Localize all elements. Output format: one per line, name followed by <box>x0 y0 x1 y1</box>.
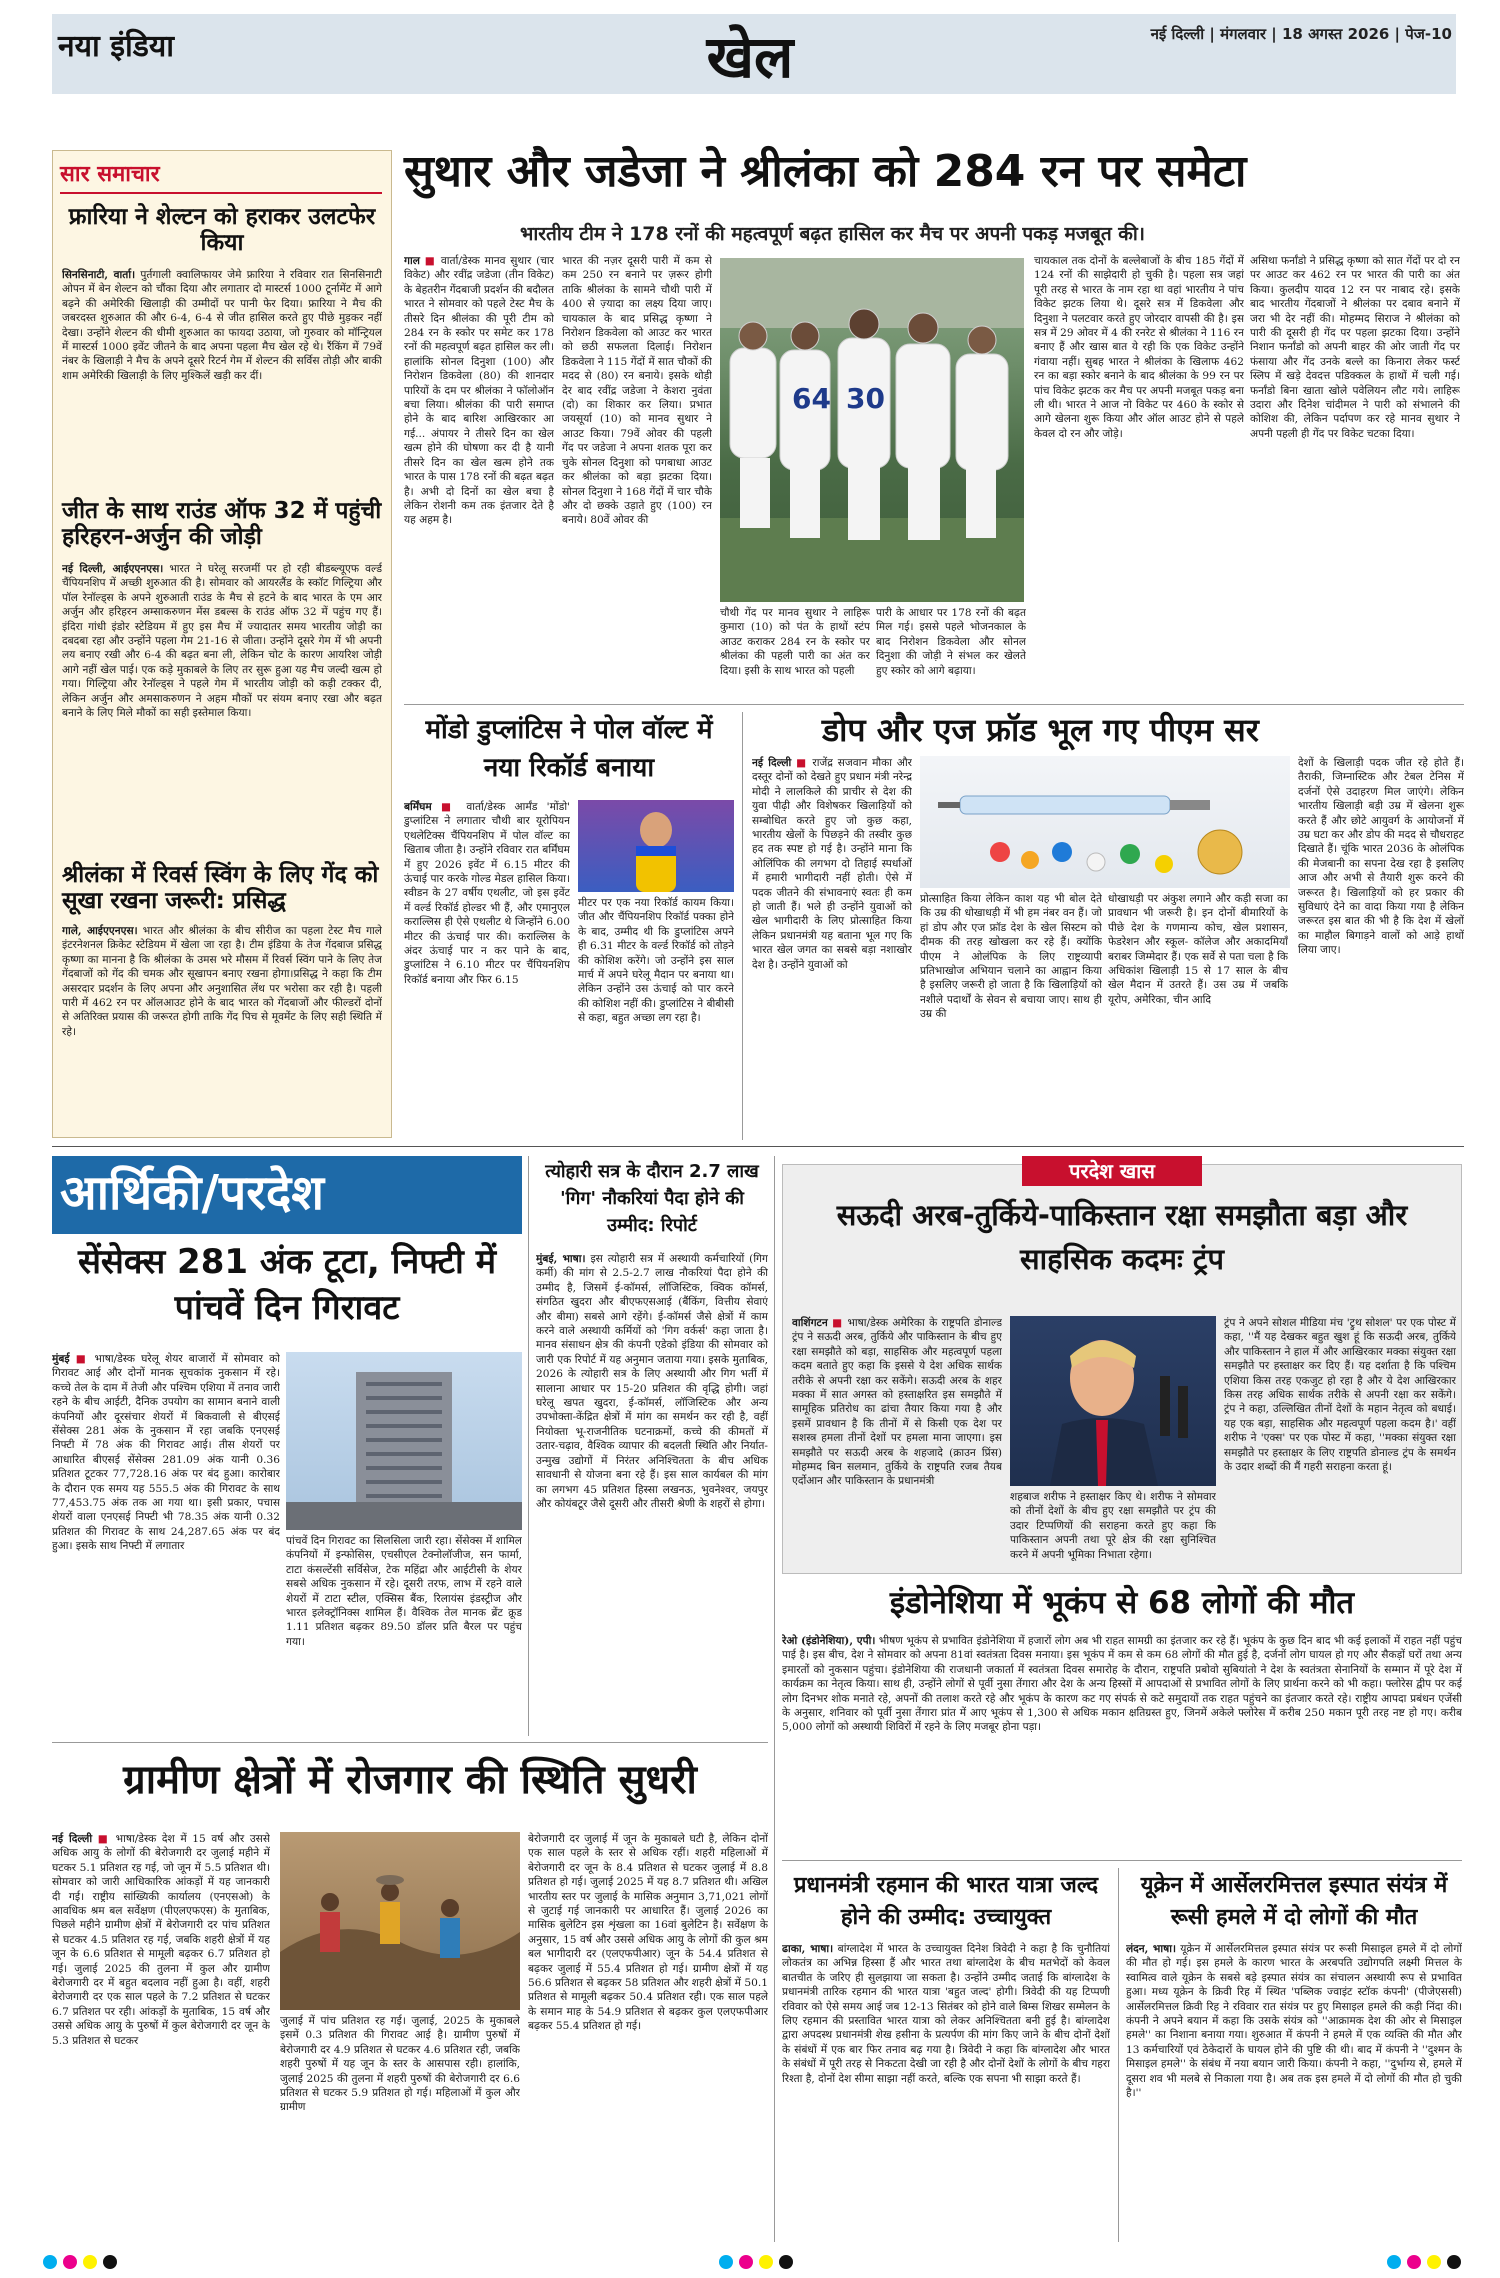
rural-col-2: जुलाई में पांच प्रतिशत रह गई। जुलाई, 2025 के मुकाबले इसमें 0.3 प्रतिशत की गिरावट आई है। ग्रामीण पुरुषों में बेरोजगारी दर 4.9 प्रतिशत से घटकर 4.6 प्रतिशत रही, जबकि शहरी पुरुषों में यह जून के स्तर के आसपास रही। हालांकि, जुलाई 2025 की तुलना में शहरी पुरुषों की बेरोजगारी दर 6.6 प्रतिशत से घटकर 5.9 प्रतिशत हो गई। महिलाओं में कुल और ग्रामीण <box>280 2015 520 2114</box>
section-title: खेल <box>706 23 794 91</box>
yellow-dot <box>759 2255 773 2269</box>
cyan-dot <box>43 2255 57 2269</box>
black-dot <box>779 2255 793 2269</box>
polevault-photo <box>578 800 734 892</box>
divider-ukraine <box>1118 1868 1119 2242</box>
registration-marks-center <box>716 2254 796 2273</box>
divider-gig <box>528 1156 529 1736</box>
gig-body: मुंबई, भाषा। इस त्योहारी सत्र में अस्थायी कर्मचारियों (गिग कर्मी) की मांग से 2.5-2.7 लाख नौकरियां पैदा होने की उम्मीद है, जिसमें ई-कॉमर्स, लॉजिस्टिक, क्विक कॉमर्स, संगठित खुदरा और बीएफएसआई (बैंकिंग, वित्तीय सेवाएं और बीमा) सबसे आगे रहेंगे। ई-कॉमर्स जैसे क्षेत्रों में काम करने वाले अस्थायी कर्मियों को 'गिग वर्कर्स' कहा जाता है। मानव संसाधन क्षेत्र की कंपनी एडेको इंडिया की सोमवार को जारी एक रिपोर्ट में यह अनुमान जताया गया। इसके मुताबिक, 2026 के त्योहारी सत्र के लिए अस्थायी और गिग भर्ती में सालाना आधार पर 15-20 प्रतिशत की वृद्धि होगी। जहां घरेलू खपत खुदरा, ई-कॉमर्स, लॉजिस्टिक और अन्य उपभोक्ता-केंद्रित क्षेत्रों में मांग का समर्थन कर रही है, वहीं नियोक्ता भू-राजनीतिक घटनाक्रमों, कच्चे की कीमतों में उतार-चढ़ाव, वैश्विक व्यापार की बदलती स्थिति और निर्यात-उन्मुख उद्योगों में निरंतर अनिश्चितता के बीच अधिक सावधानी से योजना बना रहे हैं। इस साल कार्यबल की मांग का लगभग 45 प्रतिशत हिस्सा लखनऊ, भुवनेश्वर, जयपुर और कोयंबटूर जैसे दूसरी और तीसरी श्रेणी के शहरों से होगा। <box>536 1253 768 1510</box>
magenta-dot <box>739 2255 753 2269</box>
lead-bottom-rule <box>404 704 1464 705</box>
divider-polevault <box>742 712 743 1140</box>
indonesia-headline: इंडोनेशिया में भूकंप से 68 लोगों की मौत <box>889 1585 1355 1621</box>
polevault-headline: मोंडो डुप्लांटिस ने पोल वॉल्ट में नया रिकॉर्ड बनाया <box>425 715 713 783</box>
dope-col-3: धोखाधड़ी पर अंकुश लगाने और कड़ी सजा का प्रावधान भी जरूरी है। इन दोनों बीमारियों के पीछे देश के गणमान्य कोच, खेल प्रशासन, फेडरेशन और स्कूल- कॉलेज और अकादमियाँ बराबर जिम्मेदार हैं। एक सर्वे से पता चला है कि अधिकांश खिलाड़ी 15 से 17 साल के बीच खेल मैदान में उतरते हैं। उस उम्र में जबकि यूरोप, अमेरिका, चीन आदि <box>1108 893 1288 1006</box>
lead-deck: भारतीय टीम ने 178 रनों की महत्वपूर्ण बढ़त हासिल कर मैच पर अपनी पकड़ मजबूत की। <box>520 223 1145 245</box>
sidebar-body-1: सिनसिनाटी, वार्ता। पुर्तगाली क्वालिफायर जेमे फ्रारिया ने रविवार रात सिनसिनाटी ओपन में बेन शेल्टन को चौंका दिया और लगातार दो मास्टर्स 1000 टूर्नामेंट में आगे बढ़ने की अमेरिकी खिलाड़ी की उम्मीदों पर पानी फेर दिया। फ्रारिया ने मैच की जबरदस्त शुरुआत की और 6-4, 6-4 से जीत हासिल करते हुए पीछे मुड़कर नहीं देखा। उन्होंने शेल्टन की धीमी शुरुआत का फायदा उठाया, जो गुरुवार को मॉन्ट्रियल में मास्टर्स 1000 इवेंट जीतने के बाद अपना पहला मैच खेल रहे थे। रैंकिंग में 79वें नंबर के खिलाड़ी ने मैच के अपने दूसरे रिटर्न गेम में शेल्टन की सर्विस तोड़ी और बाकी शाम अमेरिकी खिलाड़ी के लिए मुश्किलें खड़ी कर दीं। <box>62 269 382 382</box>
indonesia-bottom-rule <box>782 1860 1462 1861</box>
rahman-body: ढाका, भाषा। बांग्लादेश में भारत के उच्चायुक्त दिनेश त्रिवेदी ने कहा है कि चुनौतियां लोकतंत्र का अभिन्न हिस्सा हैं और भारत तथा बांग्लादेश के बीच मतभेदों को केवल बातचीत के जरिए ही सुलझाया जा सकता है। उन्होंने उम्मीद जताई कि बांग्लादेश के प्रधानमंत्री तारिक रहमान की भारत यात्रा 'बहुत जल्द' होगी। त्रिवेदी की यह टिप्पणी रविवार को ऐसे समय आई जब 12-13 सितंबर को होने वाले बिम्स शिखर सम्मेलन के लिए रहमान की प्रस्तावित भारत यात्रा को लेकर अनिश्चितता बनी हुई है। बांग्लादेश द्वारा अपदस्थ प्रधानमंत्री शेख हसीना के प्रत्यर्पण की मांग किए जाने के बीच दोनों देशों के संबंधों में एक बार फिर तनाव बढ़ गया है। त्रिवेदी ने कहा कि बांग्लादेश और भारत के संबंधों में पूरी तरह से निकटता देखी जा रही है और दोनों देशों के लोगों के बीच गहरा रिश्ता है, दोनों देश सीमा साझा नहीं करते, बल्कि एक सपना भी साझा करते हैं। <box>782 1943 1110 2085</box>
sidebar-headline-2: जीत के साथ राउंड ऑफ 32 में पहुंची हरिहरन-अर्जुन की जोड़ी <box>62 498 382 551</box>
magenta-dot <box>63 2255 77 2269</box>
lead-photo-caption: चौथी गेंद पर मानव सुथार ने लाहिरू कुमारा (10) को पंत के हाथों स्टंप आउट कराकर 284 रन के स्कोर पर श्रीलंका की पहली पारी का अंत कर दिया। इसी के साथ भारत को पहली <box>720 607 870 677</box>
sidebar-label: सार समाचार <box>60 162 160 187</box>
sidebar-headline-1: फ्रारिया ने शेल्टन को हराकर उलटफेर किया <box>68 204 376 257</box>
cricket-players-illustration <box>720 258 1024 602</box>
polevault-col-2: मीटर पर एक नया रिकॉर्ड कायम किया। जीत और चैंपियनशिप रिकॉर्ड पक्का होने के बाद, उम्मीद थी कि डुप्लांटिस अपने ही 6.31 मीटर के वर्ल्ड रिकॉर्ड को तोड़ने की कोशिश करेंगे। जो उन्होंने इस साल मार्च में अपने घरेलू मैदान पर बनाया था। लेकिन उन्होंने उस ऊंचाई को पार करने की कोशिश नहीं की। डुप्लांटिस ने बीबीसी से कहा, बहुत अच्छा लग रहा है। <box>578 897 734 1025</box>
economy-banner-text: आर्थिकी/परदेश <box>60 1165 325 1221</box>
sidebar-body-2: नई दिल्ली, आईएएनएस। भारत ने घरेलू सरजमीं पर हो रही बीडब्ल्यूएफ वर्ल्ड चैंपियनशिप में अच्छी शुरुआत की है। सोमवार को आयरलैंड के स्कॉट गिल्ट्रिया और पॉल रेनॉल्ड्स के अपने शुरुआती राउंड के मैच से हटने के बाद भारत के एम आर अर्जुन और हरिहरन अम्साकरुणन मेंस डबल्स के राउंड ऑफ 32 में पहुंच गए हैं। इंदिरा गांधी इंडोर स्टेडियम में हुए इस मैच में ज्यादातर समय भारतीय जोड़ी का दबदबा रहा और उन्होंने पहला गेम 21-16 से जीता। उन्होंने दूसरे गेम में भी अपनी लय बनाए रखी और 6-4 की बढ़त बना ली, लेकिन चोट के कारण आयरिश जोड़ी आगे नहीं खेल पाई। एक कड़े मुकाबले के लिए तर सुरू हुआ यह मैच जल्दी खत्म हो गया। गिल्ट्रिया और रेनॉल्ड्स ने पहले गेम में भारतीय जोड़ी को कड़ी टक्कर दी, लेकिन अर्जुन और अमसाकरुणन ने अहम मौकों पर संयम बनाए रखा और बढ़त बनाने के लिए मिले मौकों का सही इस्तेमाल किया। <box>62 563 382 720</box>
trump-photo <box>1010 1316 1216 1486</box>
dope-col-1: नई दिल्ली ■ राजेंद्र सजवान मौका और दस्तूर दोनों को देखते हुए प्रधान मंत्री नरेन्द्र मोदी ने लालकिले की प्राचीर से देश की युवा पीढ़ी और विशेषकर खिलाड़ियों को सम्बोधित करते हुए जो कुछ कहा, भारतीय खेलों के पिछड़ने की तस्वीर कुछ हद तक स्पष्ट हो गई है। उन्होंने माना कि ओलिंपिक की लगभग दो तिहाई स्पर्धाओं में हमारी भागीदारी नहीं होती। ऐसे में पदक जीतने की संभावनाएं स्वतः ही कम हो जाती हैं। भले ही उन्होंने युवाओं को खेल भागीदारी के लिए प्रोत्साहित किया लेकिन प्रधानमंत्री यह बताना भूल गए कि भारत खेल जगत का सबसे बड़ा नशाखोर देश है। उन्होंने युवाओं को <box>752 757 912 971</box>
sensex-col-1: मुंबई ■ भाषा/डेस्क घरेलू शेयर बाजारों में सोमवार को गिरावट आई और दोनों मानक सूचकांक नुकसान में रहे। कच्चे तेल के दाम में तेजी और पश्चिम एशिया में तनाव जारी रहने के बीच आईटी, दैनिक उपयोग का सामान बनाने वाली कंपनियों और दूरसंचार शेयरों में बिकवाली से बीएसई सेंसेक्स 281 अंक के नुकसान में रहा जबकि एनएसई निफ्टी में 78 अंक की गिरावट आई। तीस शेयरों पर आधारित बीएसई सेंसेक्स 281.09 अंक यानी 0.36 प्रतिशत टूटकर 77,728.16 अंक पर बंद हुआ। कारोबार के दौरान एक समय यह 555.5 अंक की गिरावट के साथ 77,453.75 अंक तक आ गया था। इसी प्रकार, पचास शेयरों वाला एनएसई निफ्टी भी 78.35 अंक यानी 0.32 प्रतिशत की गिरावट के साथ 24,287.65 अंक पर बंद हुआ। इसके साथ निफ्टी में लगातार <box>52 1353 280 1553</box>
sensex-headline: सेंसेक्स 281 अंक टूटा, निफ्टी में पांचवें दिन गिरावट <box>77 1242 497 1328</box>
registration-marks-left <box>40 2254 120 2273</box>
sidebar-body-3: गाले, आईएएनएस। भारत और श्रीलंका के बीच सीरीज का पहला टेस्ट मैच गाले इंटरनेशनल क्रिकेट स्टेडियम में खेला जा रहा है। टीम इंडिया के तेज गेंदबाज प्रसिद्ध कृष्णा का मानना है कि श्रीलंका के उमस भरे मौसम में रिवर्स स्विंग पाने के लिए तेज गेंदबाजों को गेंद की चमक और सूखापन बनाए रखना होगा।प्रसिद्ध ने कहा कि टीम असरदार प्रदर्शन के लिए अपना और अनुशासित लेंथ पर भरोसा कर रही है। पहली पारी में 462 रन पर ऑलआउट होने के बाद भारत को गेंदबाजों और फील्डरों दोनों से अतिरिक्त प्रयास की जरूरत होगी ताकि गेंद पिच से मूवमेंट के लिए सही स्थिति में रहे। <box>62 925 382 1038</box>
cyan-dot <box>719 2255 733 2269</box>
svg-text:64: 64 <box>792 382 831 415</box>
black-dot <box>1447 2255 1461 2269</box>
pardesh-col-1: वाशिंगटन ■ भाषा/डेस्क अमेरिका के राष्ट्रपति डोनाल्ड ट्रंप ने सऊदी अरब, तुर्किये और पाकिस्तान के बीच हुए रक्षा समझौते को बड़ा, साहसिक और महत्वपूर्ण पहला कदम बताते हुए कहा कि इससे ये देश अधिक सार्थक तरीके से अपनी रक्षा कर सकेंगे। सऊदी अरब के शहर मक्का में सात अगस्त को हस्ताक्षरित इस समझौते में सामूहिक प्रतिरोध का ढांचा तैयार किया गया है और इसमें प्रावधान है कि तीनों में से किसी एक देश पर सशस्त्र हमला तीनों देशों पर हमला माना जाएगा। इस समझौते पर सऊदी अरब के शहजादे (क्राउन प्रिंस) मोहम्मद बिन सलमान, तुर्किये के राष्ट्रपति रजब तैयब एर्दोआन और पाकिस्तान के प्रधानमंत्री <box>792 1317 1002 1488</box>
athlete-illustration <box>578 800 734 892</box>
lead-col-6: असिथा फर्नांडो ने प्रसिद्ध कृष्णा को सात गेंदों पर दो रन पर आउट कर 462 रन पर भारत की पारी का अंत किया। कुलदीप यादव 12 रन पर नाबाद रहे। इसके बाद भारतीय गेंदबाजों ने श्रीलंका पर दबाव बनाने में जरा भी देर नहीं की। मोहम्मद सिराज ने श्रीलंका को पारी की दूसरी ही गेंद पर पहला झटका दिया। उन्होंने निशान फर्नांडो को अपनी बाहर की ओर जाती गेंद पर फंसाया और गेंद उनके बल्ले का किनारा लेकर फर्स्ट स्लिप में खड़े देवदत्त पडिक्कल के हाथों में चली गई। फर्नांडो बिना खाता खोले पवेलियन लौट गये। लाहिरू उदारा और दिनेश चांदीमल ने पारी को संभालने की कोशिश की, लेकिन पर्दापण कर रहे मानव सुथार ने अपनी पहली ही गेंद पर विकेट चटका दिया। <box>1250 255 1460 440</box>
workers-photo <box>280 1832 520 2010</box>
lead-col-5: चायकाल तक दोनों के बल्लेबाजों के बीच 185 गेंदों में 124 रनों की साझेदारी हो चुकी है। पहला सत्र जहां पूरी तरह से भारत के नाम रहा था वहां भारतीय ने पांच विकेट झटक लिया थे। दूसरे सत्र में डिकवेला और दिनुशा ने पलटवार करते हुए जोरदार वापसी की है। इस सत्र में 29 ओवर में 4 की रनरेट से श्रीलंका ने 116 रन बनाए हैं और खास बात ये रही कि एक विकेट उन्होंने गंवाया नहीं। सुबह भारत ने श्रीलंका के खिलाफ 462 रन का बड़ा स्कोर बनाने के बाद श्रीलंका के 99 रन पर पांच विकेट झटक कर मैच पर अपनी मजबूत पकड़ बना ली थी। भारत ने आज नो विकेट पर 460 के स्कोर से आगे खेलना शुरू किया और ऑल आउट होने से पहले केवल दो रन और जोड़े। <box>1034 255 1244 440</box>
ukraine-body: लंदन, भाषा। यूक्रेन में आर्सेलरमित्तल इस्पात संयंत्र पर रूसी मिसाइल हमले में दो लोगों की मौत हो गई। इस हमले के कारण भारत के अरबपति उद्योगपति लक्ष्मी मित्तल के स्वामित्व वाले यूक्रेन के सबसे बड़े इस्पात संयंत्र का संचालन अस्थायी रूप से प्रभावित हुआ। मध्य यूक्रेन के क्रिवी रिह में स्थित 'पब्लिक ज्वाइंट स्टॉक कंपनी' (पीजेएससी) आर्सेलरमित्तल क्रिवी रिह ने रविवार रात संयंत्र पर हुए मिसाइल हमले की कड़ी निंदा की। कंपनी ने अपने बयान में कहा कि उसके संयंत्र को ''आक्रामक देश की ओर से मिसाइल हमले'' का निशाना बनाया गया। शुरुआत में कंपनी ने हमले में एक व्यक्ति की मौत और 13 कर्मचारियों एवं ठेकेदारों के घायल होने की पुष्टि की थी। बाद में कंपनी ने ''दुश्मन के मिसाइल हमले'' के संबंध में नया बयान जारी किया। कंपनी ने कहा, ''दुर्भाग्य से, हमले में दूसरा शव भी मलबे से निकाला गया है। अब तक इस हमले में दो लोगों की मौत हो चुकी है।'' <box>1126 1943 1462 2100</box>
sensex-col-2: पांचवें दिन गिरावट का सिलसिला जारी रहा। सेंसेक्स में शामिल कंपनियों में इन्फोसिस, एचसीएल टेक्नोलॉजीज, सन फार्मा, टाटा कंसल्टेंसी सर्विसेज, टेक महिंद्रा और आईटीसी के शेयर सबसे अधिक नुकसान में रहे। दूसरी तरफ, लाभ में रहने वाले शेयरों में टाटा स्टील, एक्सिस बैंक, रिलायंस इंडस्ट्रीज और भारत इलेक्ट्रॉनिक्स शामिल हैं। वैश्विक तेल मानक ब्रेंट क्रूड 1.11 प्रतिशत बढ़कर 89.50 डॉलर प्रति बैरल पर पहुंच गया। <box>286 1535 522 1648</box>
yellow-dot <box>1427 2255 1441 2269</box>
dope-headline: डोप और एज फ्रॉड भूल गए पीएम सर <box>822 711 1259 749</box>
rural-col-3: बेरोजगारी दर जुलाई में जून के मुकाबले घटी है, लेकिन दोनों एक साल पहले के स्तर से अधिक रहीं। शहरी महिलाओं में बेरोजगारी दर जून के 8.4 प्रतिशत से घटकर जुलाई में 8.8 प्रतिशत हो गई। जुलाई 2025 में यह 8.7 प्रतिशत थी। अखिल भारतीय स्तर पर जुलाई के मासिक अनुमान 3,71,021 लोगों से जुटाई गई जानकारी पर आधारित हैं। जुलाई 2026 का मासिक बुलेटिन इस शृंखला का 16वां बुलेटिन है। सर्वेक्षण के अनुसार, 15 वर्ष और उससे अधिक आयु के लोगों की कुल श्रम बल भागीदारी दर (एलएफपीआर) जून के 54.4 प्रतिशत से बढ़कर जुलाई में 55.4 प्रतिशत हो गई। ग्रामीण क्षेत्रों में यह 56.6 प्रतिशत से बढ़कर 58 प्रतिशत और शहरी क्षेत्रों में 50.1 प्रतिशत से मामूली बढ़कर 50.4 प्रतिशत रही। एक साल पहले के समान माह के 54.9 प्रतिशत से बढ़कर कुल एलएफपीआर बढ़कर 55.4 प्रतिशत हो गई। <box>528 1833 768 2033</box>
indonesia-body: रेओ (इंडोनेशिया), एपी। भीषण भूकंप से प्रभावित इंडोनेशिया में हजारों लोग अब भी राहत सामग्री का इंतजार कर रहे हैं। भूकंप के कुछ दिन बाद भी कई इलाकों में राहत नहीं पहुंच पाई है। इस बीच, देश ने सोमवार को अपना 81वां स्वतंत्रता दिवस मनाया। इस भूकंप में कम से कम 68 लोगों की मौत हुई है, दर्जनों लोग घायल हो गए और सैकड़ों घरों तथा अन्य इमारतों को नुकसान पहुंचा। इंडोनेशिया की राजधानी जकार्ता में स्वतंत्रता दिवस समारोह के दौरान, राष्ट्रपति प्रबोवो सुबियांतो ने देश के स्वतंत्रता सेनानियों के सम्मान में पूरे देश में कार्यक्रम का नेतृत्व किया। साथ ही, उन्होंने लोगों से पूर्वी नुसा तेंगारा और देश के अन्य हिस्सों में आपदाओं से प्रभावित लोगों के लिए प्रार्थना करने को भी कहा। फ्लोरेस द्वीप पर कई लोग दिनभर शोक मनाते रहे, अपनों की तलाश करते रहे और भूकंप के कारण कट गए संपर्क से कटे समुदायों तक राहत पहुंचने का इंतजार करते रहे। राष्ट्रीय आपदा प्रबंधन एजेंसी के अनुसार, शनिवार को पूर्वी नुसा तेंगारा प्रांत में आए भूकंप से 1,300 से अधिक मकान क्षतिग्रस्त हुए, जिनमें अकेले फ्लोरेस में करीब 250 मकान पूरी तरह नष्ट हो गए। करीब 5,000 लोगों को अस्थायी शिविरों में रहने के लिए मजबूर होना पड़ा। <box>782 1635 1462 1734</box>
rural-top-rule <box>52 1742 768 1743</box>
pills-photo <box>920 756 1290 888</box>
pardesh-col-3: ट्रंप ने अपने सोशल मीडिया मंच 'ट्रुथ सोशल' पर एक पोस्ट में कहा, ''मैं यह देखकर बहुत खुश हूं कि सऊदी अरब, तुर्किये और पाकिस्तान ने हाल में और आखिरकार मक्का संयुक्त रक्षा समझौते पर हस्ताक्षर कर दिए हैं। यह दर्शाता है कि पश्चिम एशिया किस तरह एकजुट हो रहा है और ये देश आखिरकार किस तरह अधिक सार्थक तरीके से अपनी रक्षा कर सकेंगे। ट्रंप ने कहा, उल्लिखित तीनों देशों के महान नेतृत्व को बधाई। यह एक बड़ा, साहसिक और महत्वपूर्ण पहला कदम है।' वहीं शरीफ ने 'एक्स' पर एक पोस्ट में कहा, ''मक्का संयुक्त रक्षा समझौते पर हस्ताक्षर के लिए राष्ट्रपति डोनाल्ड ट्रंप के समर्थन के उदार शब्दों की मैं गहरी सराहना करता हूं। <box>1224 1317 1456 1474</box>
dope-col-2: प्रोत्साहित किया लेकिन काश यह भी बोल देते कि उम्र की धोखाधड़ी में भी हम नंबर वन हैं। जो हां डोप और एज फ्रॉड देश के खेल सिस्टम को दीमक की तरह खोखला कर रहे हैं। क्योंकि पीएम ने ओलंपिक के लिए राष्ट्रव्यापी प्रतिभाखोज अभियान चलाने का आह्वान किया है इसलिए जरूरी हो जाता है कि खिलाड़ियों को नशीले पदार्थों के सेवन से बचाया जाए। साथ ही उम्र की <box>920 893 1102 1021</box>
lead-col-2: भारत की नज़र दूसरी पारी में कम से कम 250 रन बनाने पर ज़रूर होगी ताकि श्रीलंका के सामने चौथी पारी में 400 से ज़्यादा का लक्ष्य दिया जाए। चायकाल के बाद प्रसिद्ध कृष्णा ने निरोशन डिकवेला को आउट कर भारत को छठी सफलता दिलाई। निरोशन डिकवेला ने 115 गेंदों में सात चौकों की मदद से (80) रन बनाये। इसके थोड़ी देर बाद रवींद्र जडेजा ने केशरा नुवंता (दो) का शिकार कर लिया। प्रभात जयसूर्या (10) को मानव सुथार ने आउट किया। 79वें ओवर की पहली गेंद पर जडेजा ने अपना शतक पूरा कर चुके सोनल दिनुशा को पगबाधा आउट कर श्रीलंका को बड़ा झटका दिया। सोनल दिनुशा ने 168 गेंदों में चार चौके और दो छक्के उड़ाते हुए (100) रन बनाये। 80वें ओवर की <box>562 255 712 527</box>
lead-headline: सुथार और जडेजा ने श्रीलंका को 284 रन पर समेटा <box>404 146 1247 197</box>
magenta-dot <box>1407 2255 1421 2269</box>
ukraine-headline: यूक्रेन में आर्सेलरमित्तल इस्पात संयंत्र में रूसी हमले में दो लोगों की मौत <box>1140 1873 1448 1930</box>
polevault-col-1: बर्मिंघम ■ वार्ता/डेस्क आर्मंड 'मोंडो' डुप्लांटिस ने लगातार चौथी बार यूरोपियन एथलेटिक्स चैंपियनशिप में पोल वॉल्ट का खिताब जीता है। उन्होंने रविवार रात बर्मिंघम में हुए 2026 इवेंट में 6.15 मीटर की ऊंचाई पार करके गोल्ड मेडल हासिल किया। स्वीडन के 27 वर्षीय एथलीट, जो इस इवेंट में वर्ल्ड रिकॉर्ड होल्डर भी हैं, और एमानुएल कराल्लिस ही ऐसे एथलीट थे जिन्होंने 6.00 मीटर की ऊंचाई पार की। कराल्लिस के अंदर ऊंचाई पार न कर पाने के बाद, डुप्लांटिस ने 6.10 मीटर पर चैंपियनशिप रिकॉर्ड बनाया और फिर 6.15 <box>404 801 570 986</box>
dope-col-4: देशों के खिलाड़ी पदक जीत रहे होते हैं। तैराकी, जिम्नास्टिक और टेबल टेनिस में दर्जनों ऐसे उदाहरण मिल जाएंगे। लेकिन भारतीय खिलाड़ी बड़ी उम्र में खेलना शुरू करते हैं और छोटे आयुवर्ग के आयोजनों में उम्र घटा कर और डोप की मदद से चौधराहट दिखाते हैं। चूंकि भारत 2036 के ओलंपिक की मेजबानी का सपना देख रहा है इसलिए आज और अभी से तैयारी शुरू करने की जरूरत है। खिलाड़ियों को हर प्रकार की सुविधाएं देने का वादा किया गया है लेकिन जरूरत इस बात की भी है कि देश में खेलों का माहौल बिगाड़ने वालों को आड़े हाथों लिया जाए। <box>1298 757 1464 957</box>
rahman-headline: प्रधानमंत्री रहमान की भारत यात्रा जल्द होने की उम्मीद: उच्चायुक्त <box>793 1873 1099 1930</box>
dateline-header: नई दिल्ली | मंगलवार | 18 अगस्त 2026 | पेज-10 <box>1150 25 1452 43</box>
paper-name: नया इंडिया <box>58 29 174 64</box>
sidebar-rule <box>60 192 382 194</box>
pardesh-headline: सऊदी अरब-तुर्किये-पाकिस्तान रक्षा समझौता बड़ा और साहसिक कदमः ट्रंप <box>836 1198 1408 1276</box>
rural-headline: ग्रामीण क्षेत्रों में रोजगार की स्थिति सुधरी <box>123 1757 697 1803</box>
black-dot <box>103 2255 117 2269</box>
stock-exchange-building-illustration <box>286 1352 522 1530</box>
svg-text:30: 30 <box>846 382 885 415</box>
lead-col-1: गाल ■ वार्ता/डेस्क मानव सुथार (चार विकेट) और रवींद्र जडेजा (तीन विकेट) के बेहतरीन गेंदबाजी प्रदर्शन की बदौलत भारत ने सोमवार को पहले टेस्ट मैच के तीसरे दिन श्रीलंका की पूरी टीम को 284 रन के स्कोर पर समेट कर 178 रनों की महत्वपूर्ण बढ़त हासिल कर ली। हालांकि सोनल दिनुशा (100) और निरोशन डिकवेला (80) की शानदार पारियों के दम पर श्रीलंका ने फॉलोऑन बचा लिया। श्रीलंका की पारी समाप्त होने के बाद बारिश आखिरकार आ गई... अंपायर ने तीसरे दिन का खेल खत्म होने की घोषणा कर दी है यानी तीसरे दिन का खेल खत्म होने तक भारत के पास 178 रनों की बढ़त बढ़त है। अभी दो दिनों का खेल बचा है लेकिन रोशनी कम तक इंतजार देते है यह अहम है। <box>404 255 554 527</box>
sports-bottom-rule <box>52 1146 1464 1147</box>
pardesh-label: परदेश खास <box>1022 1156 1202 1186</box>
lead-col-4: पारी के आधार पर 178 रनों की बढ़त मिल गई। इससे पहले भोजनकाल के बाद निरोशन डिकवेला और सोनल दिनुशा की जोड़ी ने संभल कर खेलते हुए स्कोर को आगे बढ़ाया। <box>876 607 1026 677</box>
workers-illustration <box>280 1832 520 2010</box>
bse-building-photo <box>286 1352 522 1530</box>
divider-pardesh <box>774 1156 775 2242</box>
cyan-dot <box>1387 2255 1401 2269</box>
sidebar-headline-3: श्रीलंका में रिवर्स स्विंग के लिए गेंद को सूखा रखना जरूरी: प्रसिद्ध <box>62 862 379 915</box>
syringe-pills-illustration <box>920 756 1290 888</box>
gig-headline: त्योहारी सत्र के दौरान 2.7 लाख 'गिग' नौकरियां पैदा होने की उम्मीद: रिपोर्ट <box>545 1161 759 1236</box>
registration-marks-right <box>1384 2254 1464 2273</box>
yellow-dot <box>83 2255 97 2269</box>
rural-col-1: नई दिल्ली ■ भाषा/डेस्क देश में 15 वर्ष और उससे अधिक आयु के लोगों की बेरोजगारी दर जुलाई महीने में घटकर 5.1 प्रतिशत रह गई, जो जून में 5.5 प्रतिशत थी। सोमवार को जारी आधिकारिक आंकड़ों में यह जानकारी दी गई। राष्ट्रीय सांख्यिकी कार्यालय (एनएसओ) के आवधिक श्रम बल सर्वेक्षण (पीएलएफएस) के मुताबिक, पिछले महीने ग्रामीण क्षेत्रों में बेरोजगारी दर पांच प्रतिशत से घटकर 4.5 प्रतिशत रह गई, जबकि शहरी क्षेत्रों में यह जून के 6.6 प्रतिशत से मामूली बढ़कर 6.7 प्रतिशत हो गई। जुलाई 2025 की तुलना में कुल और ग्रामीण बेरोजगारी दर में बहुत बदलाव नहीं हुआ है। वहीं, शहरी बेरोजगारी दर एक साल पहले के 7.2 प्रतिशत से घटकर 6.7 प्रतिशत पर रही। आंकड़ों के मुताबिक, 15 वर्ष और उससे अधिक आयु के पुरुषों में कुल बेरोजगारी दर जून के 5.3 प्रतिशत से घटकर <box>52 1833 270 2047</box>
cricket-photo <box>720 258 1024 602</box>
pardesh-col-2: शहबाज शरीफ ने हस्ताक्षर किए थे। शरीफ ने सोमवार को तीनों देशों के बीच हुए रक्षा समझौते पर ट्रंप की उदार टिप्पणियों की सराहना करते हुए कहा कि पाकिस्तान अपनी तथा पूरे क्षेत्र की रक्षा सुनिश्चित करने में अपनी भूमिका निभाता रहेगा। <box>1010 1491 1216 1561</box>
speaker-illustration <box>1010 1316 1216 1486</box>
